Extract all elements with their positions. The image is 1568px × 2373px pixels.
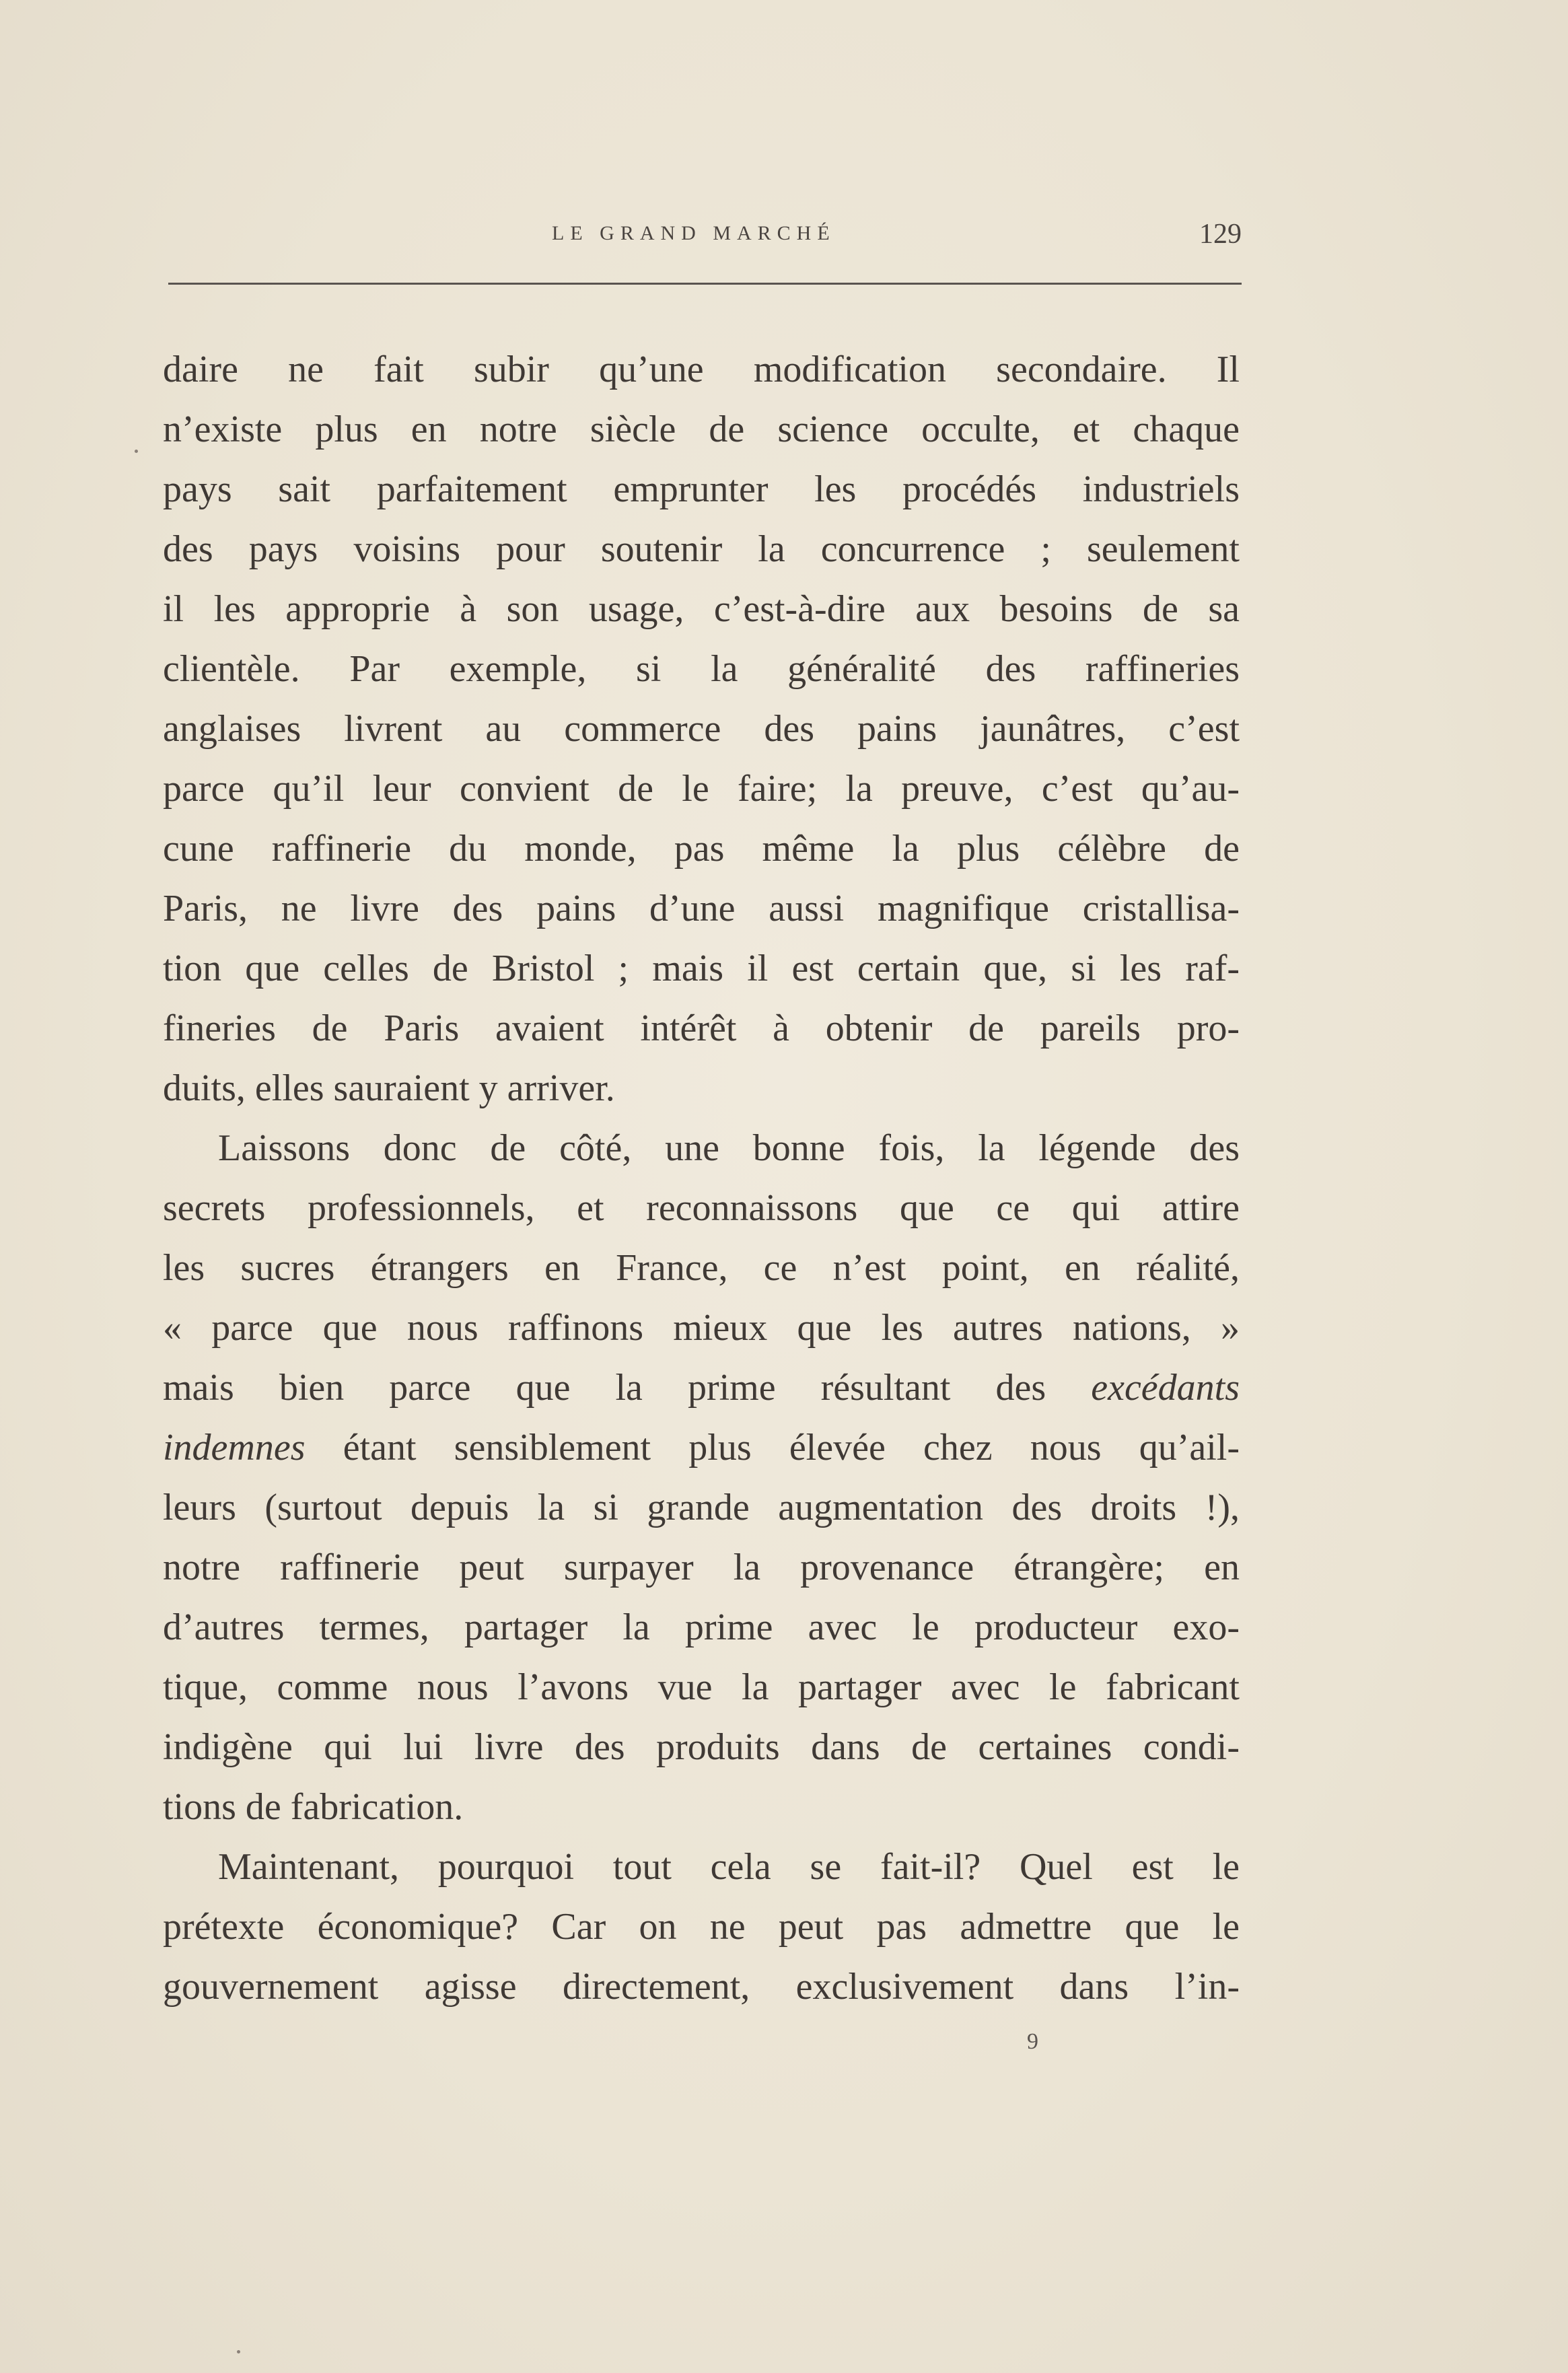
text-line: prétexte économique? Car on ne peut pas admettre que le: [163, 1906, 1240, 1948]
text-segment: mais bien parce que la prime résultant des: [163, 1367, 1046, 1409]
page-number: 129: [1199, 219, 1242, 250]
text-line: tique, comme nous l’avons vue la partager avec le fabricant: [163, 1666, 1240, 1708]
text-line: clientèle. Par exemple, si la généralité des raffineries: [163, 648, 1240, 690]
header-rule: [168, 283, 1242, 285]
text-line: les sucres étrangers en France, ce n’est point, en réalité,: [163, 1247, 1240, 1289]
paper-speck: [135, 450, 138, 453]
text-line: cune raffinerie du monde, pas même la plus célèbre de: [163, 828, 1240, 870]
running-head: [168, 219, 1242, 262]
text-line: tion que celles de Bristol ; mais il est certain que, si les raf-: [163, 948, 1240, 989]
text-line: Maintenant, pourquoi tout cela se fait-il? Quel est le: [218, 1846, 1240, 1888]
paper-speck: [237, 2350, 240, 2353]
signature-mark: 9: [1027, 2029, 1038, 2054]
text-line: notre raffinerie peut surpayer la provenance étrangère; en: [163, 1547, 1240, 1588]
paragraph-2: [163, 1119, 1240, 1837]
paragraph-1: [163, 340, 1240, 1119]
text-line: anglaises livrent au commerce des pains jaunâtres, c’est: [163, 708, 1240, 750]
text-line: daire ne fait subir qu’une modification secondaire. Il: [163, 349, 1240, 390]
text-line: pays sait parfaitement emprunter les procédés industriels: [163, 468, 1240, 510]
text-line: parce qu’il leur convient de le faire; la preuve, c’est qu’au-: [163, 768, 1240, 810]
text-line: il les approprie à son usage, c’est-à-dire aux besoins de sa: [163, 588, 1240, 630]
text-line: fineries de Paris avaient intérêt à obtenir de pareils pro-: [163, 1007, 1240, 1049]
text-line: [163, 1358, 1240, 1418]
paragraph-3: [163, 1837, 1240, 2017]
text-line: secrets professionnels, et reconnaissons que ce qui attire: [163, 1187, 1240, 1229]
text-line: leurs (surtout depuis la si grande augmentation des droits !),: [163, 1487, 1240, 1528]
text-segment: étant sensiblement plus élevée chez nous qu’ail-: [343, 1427, 1240, 1468]
text-line: « parce que nous raffinons mieux que les autres nations, »: [163, 1307, 1240, 1349]
running-title: LE GRAND MARCHÉ: [552, 222, 836, 244]
text-line: [163, 1418, 1240, 1478]
text-line: Laissons donc de côté, une bonne fois, la légende des: [218, 1127, 1240, 1169]
text-line: des pays voisins pour soutenir la concurrence ; seulement: [163, 528, 1240, 570]
text-line: tions de fabrication.: [163, 1786, 464, 1828]
italic-term: excédants: [1091, 1367, 1240, 1409]
text-line: n’existe plus en notre siècle de science occulte, et chaque: [163, 409, 1240, 450]
text-line: gouvernement agisse directement, exclusivement dans l’in-: [163, 1966, 1240, 2008]
text-line: indigène qui lui livre des produits dans de certaines condi-: [163, 1726, 1240, 1768]
text-line: d’autres termes, partager la prime avec le producteur exo-: [163, 1606, 1240, 1648]
body-text: [163, 340, 1240, 2017]
italic-term: indemnes: [163, 1427, 306, 1468]
text-line: Paris, ne livre des pains d’une aussi magnifique cristallisa-: [163, 888, 1240, 929]
text-line: duits, elles sauraient y arriver.: [163, 1067, 615, 1109]
